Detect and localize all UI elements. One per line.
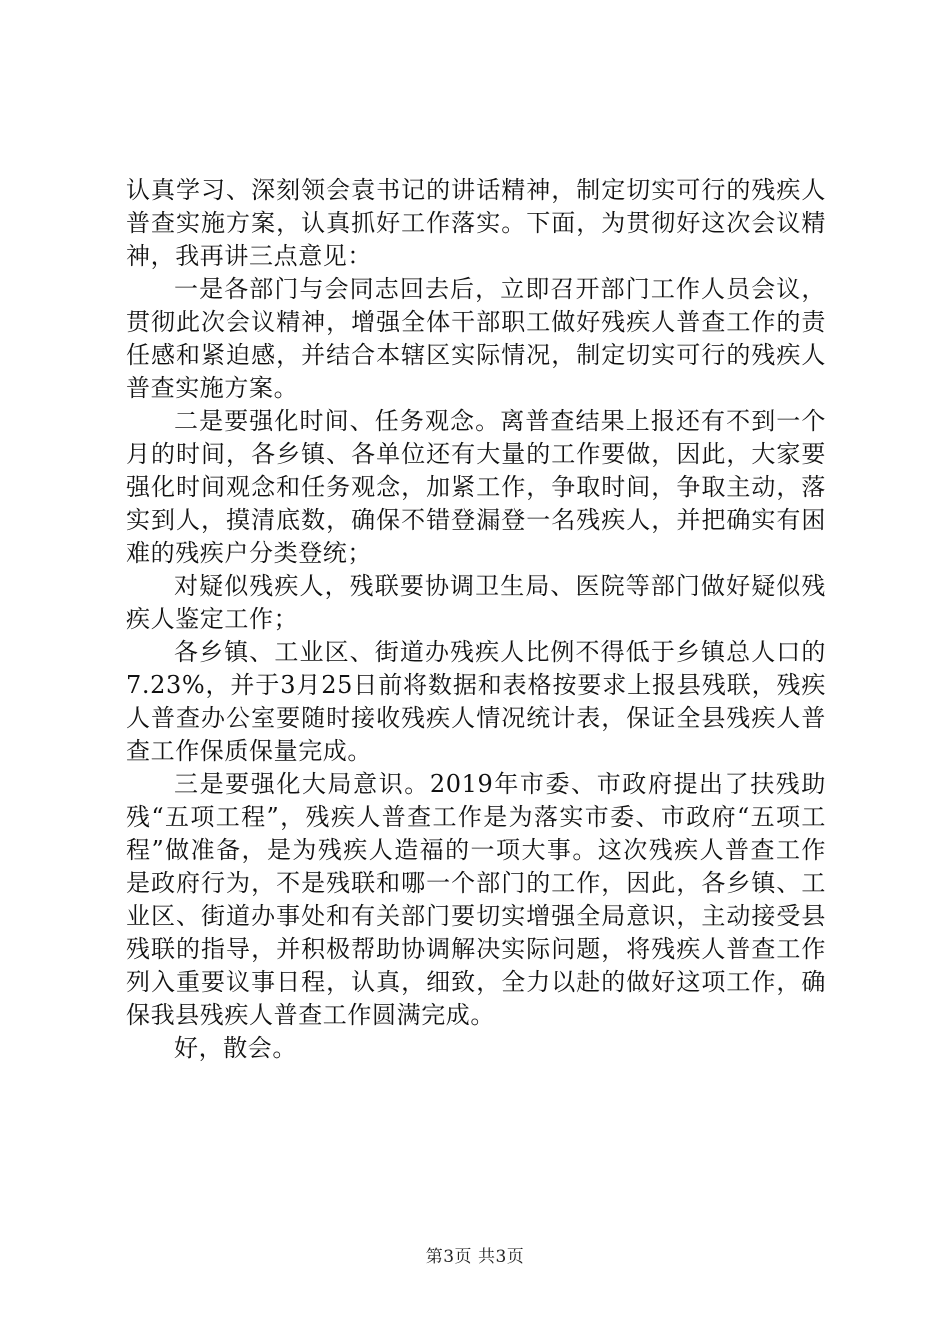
paragraph-7: 好，散会。 xyxy=(174,1034,297,1062)
paragraph-2: 一是各部门与会同志回去后，立即召开部门工作人员会议，贯彻此次会议精神，增强全体干部职工做好残疾人普查工作的责任感和紧迫感，并结合本辖区实际情况，制定切实可行的残疾人普查实施方案。 xyxy=(126,275,826,402)
document-body xyxy=(126,174,826,1065)
paragraph-1: 认真学习、深刻领会袁书记的讲话精神，制定切实可行的残疾人普查实施方案，认真抓好工作落实。下面，为贯彻好这次会议精神，我再讲三点意见： xyxy=(126,176,826,270)
paragraph-4: 对疑似残疾人，残联要协调卫生局、医院等部门做好疑似残疾人鉴定工作； xyxy=(126,572,826,633)
paragraph-6: 三是要强化大局意识。2019年市委、市政府提出了扶残助残“五项工程”，残疾人普查工作是为落实市委、市政府“五项工程”做准备，是为残疾人造福的一项大事。这次残疾人普查工作是政府行为，不是残联和哪一个部门的工作，因此，各乡镇、工业区、街道办事处和有关部门要切实增强全局意识，主动接受县残联的指导，并积极帮助协调解决实际问题，将残疾人普查工作列入重要议事日程，认真，细致，全力以赴的做好这项工作，确保我县残疾人普查工作圆满完成。 xyxy=(126,770,826,1029)
paragraph-5: 各乡镇、工业区、街道办残疾人比例不得低于乡镇总人口的7.23%，并于3月25日前将数据和表格按要求上报县残联，残疾人普查办公室要随时接收残疾人情况统计表，保证全县残疾人普查工作保质保量完成。 xyxy=(126,638,826,765)
page-number-footer: 第3页 共3页 xyxy=(425,1247,525,1267)
paragraph-3: 二是要强化时间、任务观念。离普查结果上报还有不到一个月的时间，各乡镇、各单位还有大量的工作要做，因此，大家要强化时间观念和任务观念，加紧工作，争取时间，争取主动，落实到人，摸清底数，确保不错登漏登一名残疾人，并把确实有困难的残疾户分类登统； xyxy=(126,407,826,567)
